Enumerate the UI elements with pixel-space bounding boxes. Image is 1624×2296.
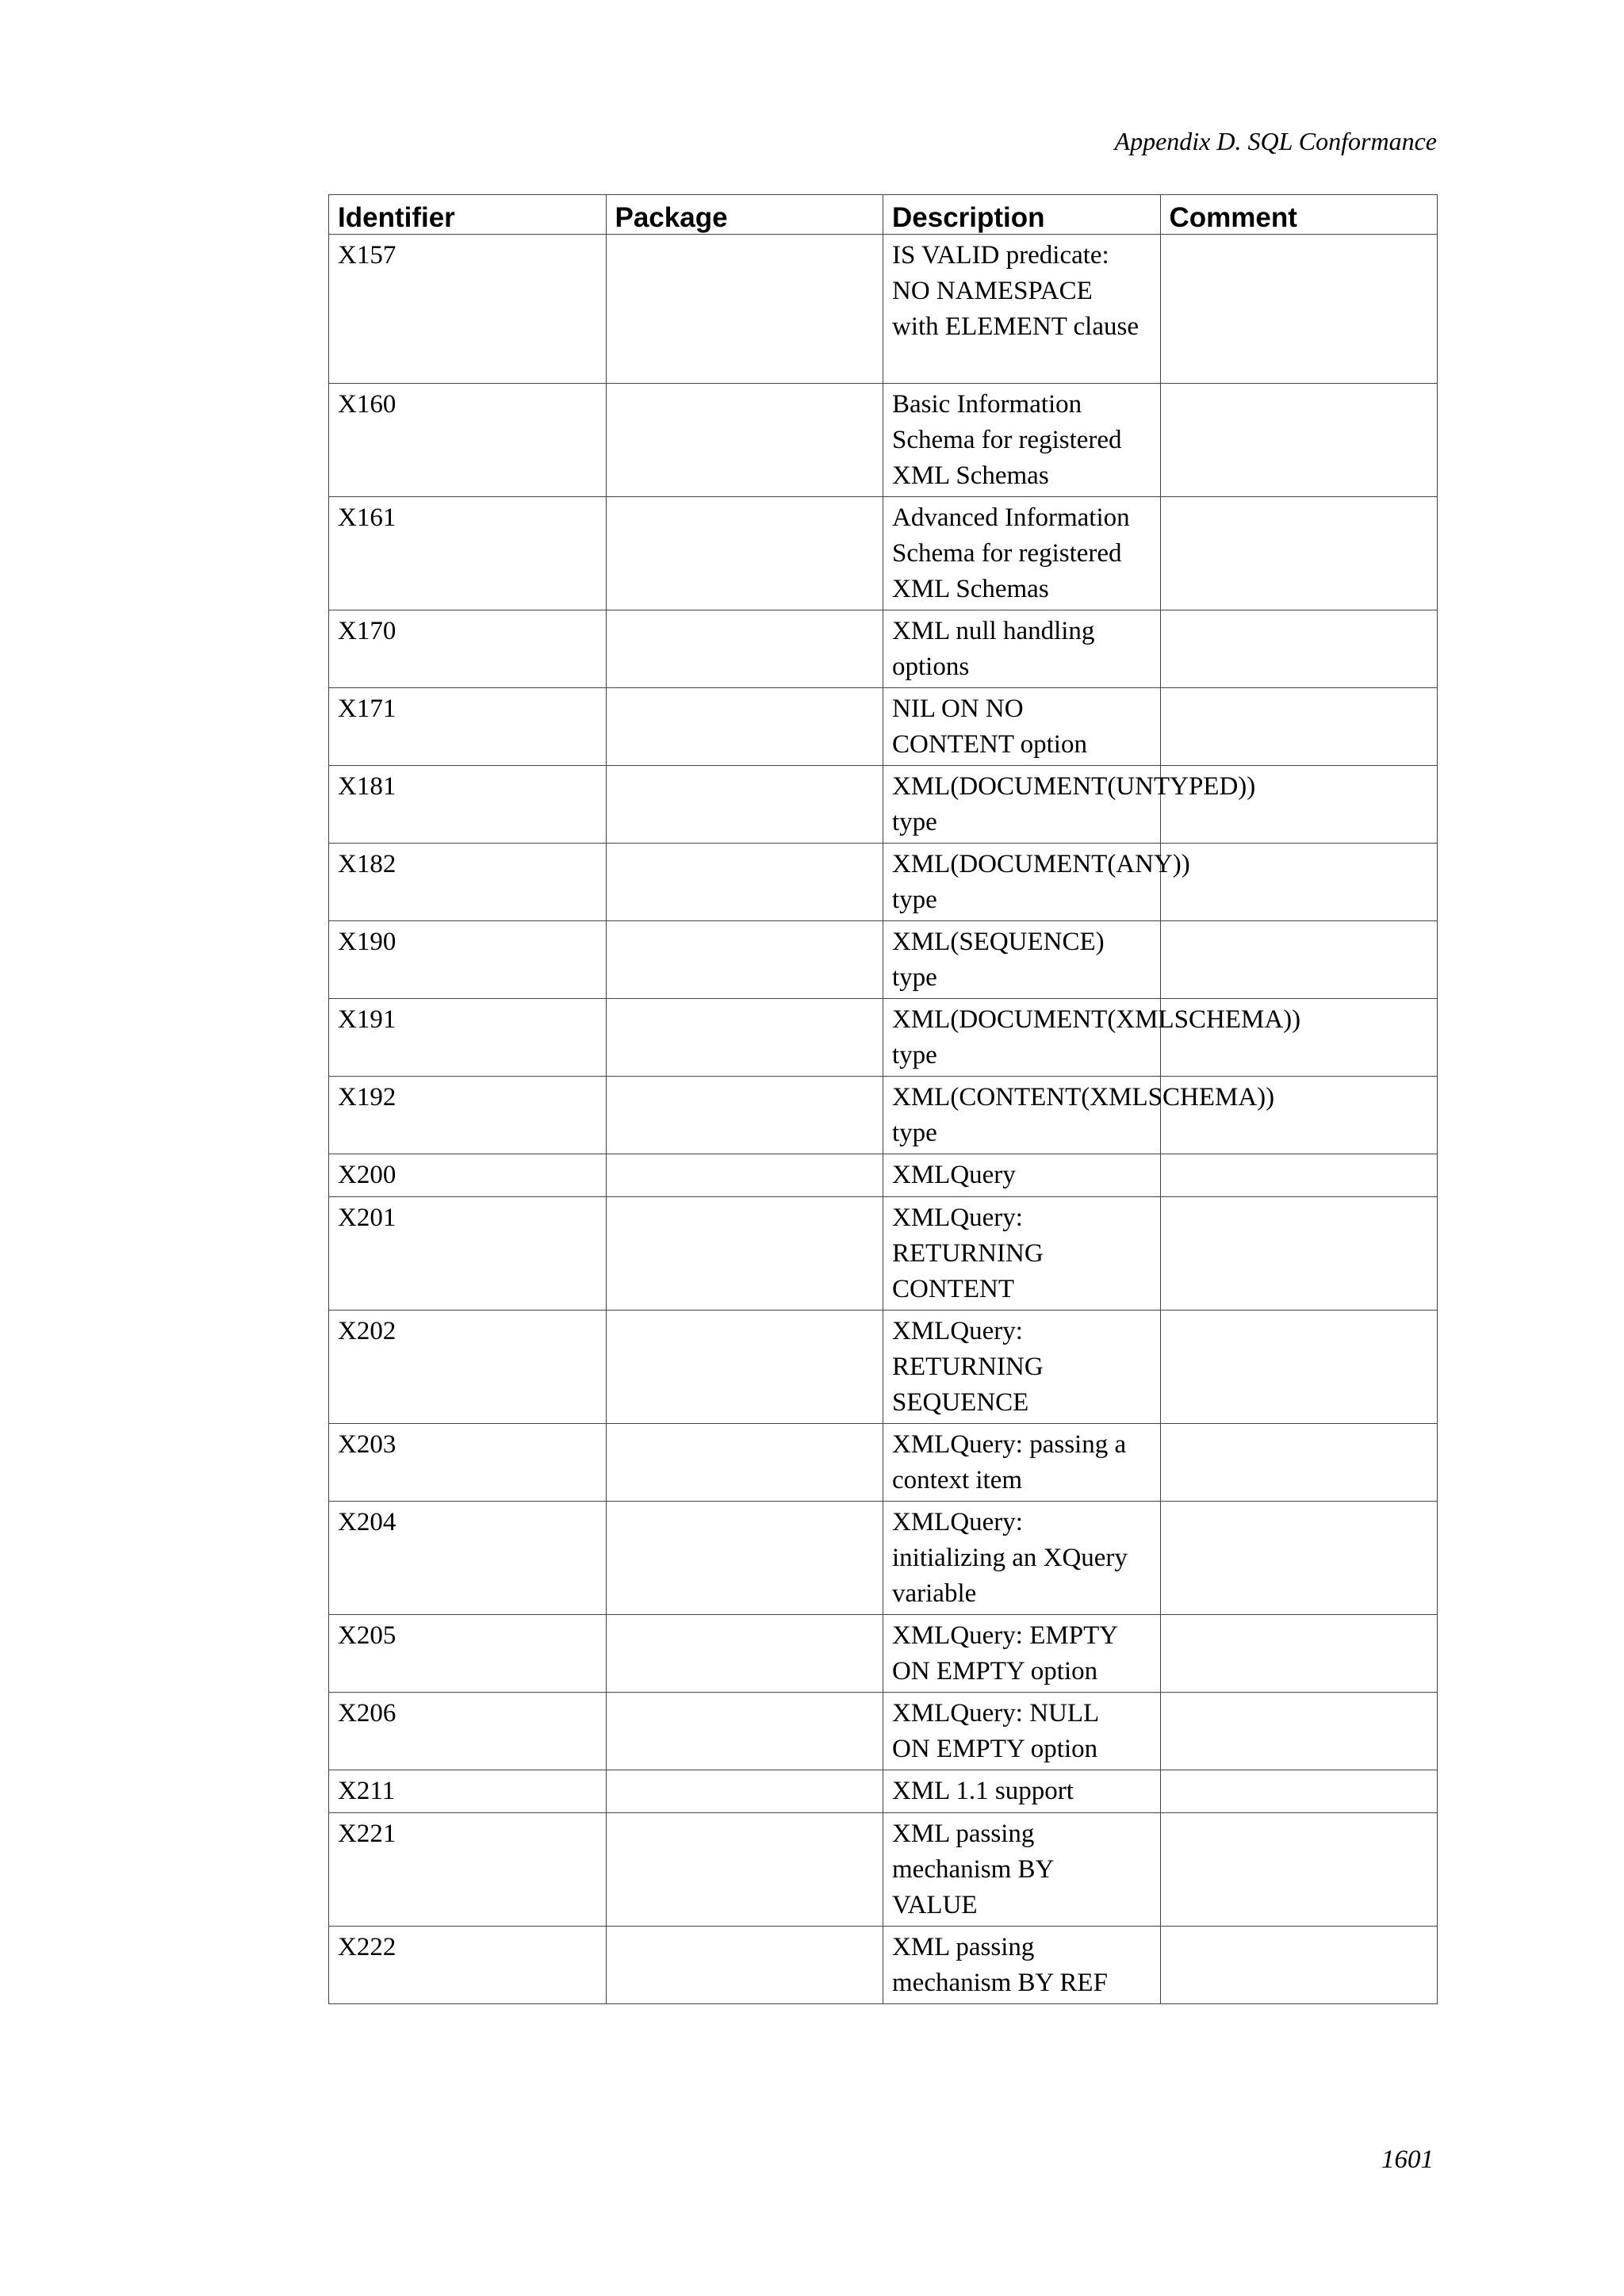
table-row	[329, 844, 1438, 921]
description-line: Basic Information	[892, 390, 1082, 419]
cell-package	[606, 1197, 883, 1311]
description-line: RETURNING	[892, 1239, 1044, 1268]
description-line: mechanism BY REF	[892, 1969, 1108, 1997]
description-line: XML(CONTENT(XMLSCHEMA))	[892, 1083, 1275, 1112]
cell-comment	[1160, 384, 1438, 497]
description-line: XML passing	[892, 1820, 1035, 1848]
description-line: XMLQuery:	[892, 1317, 1023, 1345]
cell-identifier	[329, 497, 607, 610]
description-line: XML Schemas	[892, 575, 1049, 603]
cell-comment	[1160, 1424, 1438, 1502]
cell-package	[606, 1615, 883, 1693]
description-line: Advanced Information	[892, 503, 1130, 532]
column-header-identifier: Identifier	[329, 195, 607, 235]
cell-description	[883, 844, 1190, 921]
cell-description	[883, 1615, 1161, 1693]
table-row	[329, 1693, 1438, 1770]
table-row	[329, 1502, 1438, 1615]
cell-identifier	[329, 1077, 607, 1154]
identifier-text: X192	[338, 1083, 396, 1112]
running-header: Appendix D. SQL Conformance	[1114, 127, 1437, 155]
identifier-text: X202	[338, 1317, 396, 1345]
description-line: XML(DOCUMENT(UNTYPED))	[892, 772, 1256, 801]
cell-description	[883, 1770, 1161, 1813]
table-row	[329, 921, 1438, 999]
cell-identifier	[329, 1197, 607, 1311]
description-line: VALUE	[892, 1891, 978, 1919]
table-row	[329, 766, 1438, 844]
description-line: XML(DOCUMENT(XMLSCHEMA))	[892, 1005, 1301, 1034]
cell-identifier	[329, 1813, 607, 1927]
cell-identifier	[329, 688, 607, 766]
identifier-text: X204	[338, 1508, 396, 1536]
description-line: XMLQuery	[892, 1161, 1016, 1189]
description-line: mechanism BY	[892, 1855, 1055, 1884]
description-line: XMLQuery:	[892, 1203, 1023, 1232]
page-number: 1601	[1381, 2145, 1434, 2174]
description-line: CONTENT option	[892, 730, 1087, 759]
cell-package	[606, 1077, 883, 1154]
cell-package	[606, 1813, 883, 1927]
cell-package	[606, 921, 883, 999]
cell-package	[606, 1693, 883, 1770]
identifier-text: X211	[338, 1777, 396, 1805]
description-line: XML(DOCUMENT(ANY))	[892, 850, 1190, 878]
identifier-text: X170	[338, 617, 396, 645]
table-row	[329, 688, 1438, 766]
identifier-text: X191	[338, 1005, 396, 1034]
identifier-text: X161	[338, 503, 396, 532]
description-line: context item	[892, 1466, 1023, 1494]
table-row	[329, 235, 1438, 384]
description-line: XML 1.1 support	[892, 1777, 1074, 1805]
cell-comment	[1160, 497, 1438, 610]
column-header-description: Description	[883, 195, 1161, 235]
identifier-text: X221	[338, 1820, 396, 1848]
identifier-text: X171	[338, 695, 396, 723]
cell-description	[883, 384, 1161, 497]
description-line: Schema for registered	[892, 426, 1122, 454]
table-row	[329, 999, 1438, 1077]
table-row	[329, 1813, 1438, 1927]
identifier-text: X190	[338, 928, 396, 956]
cell-description	[883, 921, 1161, 999]
description-line: XML Schemas	[892, 461, 1049, 490]
description-line: type	[892, 886, 937, 914]
description-line: NO NAMESPACE	[892, 277, 1093, 305]
description-line: initializing an XQuery	[892, 1544, 1128, 1572]
cell-comment	[1160, 1197, 1438, 1311]
description-line: XMLQuery: EMPTY	[892, 1621, 1119, 1650]
cell-identifier	[329, 1615, 607, 1693]
table-row	[329, 1927, 1438, 2004]
description-line: NIL ON NO	[892, 695, 1024, 723]
description-line: type	[892, 808, 937, 836]
cell-comment	[1160, 1615, 1438, 1693]
description-line: variable	[892, 1579, 977, 1608]
cell-identifier	[329, 844, 607, 921]
description-line: type	[892, 1041, 937, 1070]
cell-description	[883, 1424, 1161, 1502]
description-line: CONTENT	[892, 1275, 1014, 1303]
cell-identifier	[329, 1770, 607, 1813]
cell-comment	[1160, 688, 1438, 766]
identifier-text: X222	[338, 1933, 396, 1961]
cell-description	[883, 999, 1301, 1077]
cell-description	[883, 1154, 1161, 1197]
cell-description	[883, 235, 1161, 384]
cell-identifier	[329, 610, 607, 688]
description-line: XMLQuery:	[892, 1508, 1023, 1536]
table-header-row	[329, 195, 1438, 235]
description-line: XML null handling	[892, 617, 1095, 645]
table-row	[329, 1424, 1438, 1502]
cell-identifier	[329, 1424, 607, 1502]
cell-package	[606, 688, 883, 766]
description-line: ON EMPTY option	[892, 1657, 1098, 1686]
cell-identifier	[329, 1693, 607, 1770]
table-row	[329, 1197, 1438, 1311]
cell-comment	[1160, 1927, 1438, 2004]
cell-package	[606, 610, 883, 688]
cell-comment	[1160, 1813, 1438, 1927]
table-row	[329, 1077, 1438, 1154]
table-row	[329, 497, 1438, 610]
cell-identifier	[329, 921, 607, 999]
description-line: type	[892, 1119, 937, 1147]
description-line: type	[892, 963, 937, 992]
cell-description	[883, 766, 1256, 844]
cell-comment	[1160, 1311, 1438, 1424]
cell-package	[606, 1311, 883, 1424]
cell-package	[606, 497, 883, 610]
cell-description	[883, 1927, 1161, 2004]
cell-identifier	[329, 766, 607, 844]
cell-comment	[1160, 844, 1438, 921]
description-line: XMLQuery: passing a	[892, 1430, 1127, 1459]
table-row	[329, 610, 1438, 688]
description-line: options	[892, 652, 970, 681]
cell-identifier	[329, 384, 607, 497]
description-line: Schema for registered	[892, 539, 1122, 568]
table-row	[329, 1615, 1438, 1693]
sql-conformance-table	[328, 194, 1438, 2004]
cell-identifier	[329, 235, 607, 384]
identifier-text: X206	[338, 1699, 396, 1728]
cell-identifier	[329, 999, 607, 1077]
cell-description	[883, 1311, 1161, 1424]
identifier-text: X201	[338, 1203, 396, 1232]
table-body	[329, 235, 1438, 2004]
identifier-text: X160	[338, 390, 396, 419]
description-line: XMLQuery: NULL	[892, 1699, 1100, 1728]
cell-description	[883, 1502, 1161, 1615]
cell-description	[883, 497, 1161, 610]
cell-description	[883, 610, 1161, 688]
cell-comment	[1160, 1693, 1438, 1770]
cell-comment	[1160, 1154, 1438, 1197]
cell-description	[883, 688, 1161, 766]
description-line: SEQUENCE	[892, 1388, 1029, 1417]
cell-package	[606, 235, 883, 384]
cell-comment	[1160, 1502, 1438, 1615]
cell-package	[606, 1502, 883, 1615]
column-header-package: Package	[606, 195, 883, 235]
identifier-text: X157	[338, 241, 396, 270]
cell-package	[606, 766, 883, 844]
cell-comment	[1160, 610, 1438, 688]
description-line: ON EMPTY option	[892, 1735, 1098, 1763]
identifier-text: X181	[338, 772, 396, 801]
cell-identifier	[329, 1311, 607, 1424]
cell-description	[883, 1077, 1275, 1154]
cell-description	[883, 1813, 1161, 1927]
cell-description	[883, 1693, 1161, 1770]
description-line: XML(SEQUENCE)	[892, 928, 1105, 956]
cell-identifier	[329, 1154, 607, 1197]
cell-identifier	[329, 1502, 607, 1615]
table-row	[329, 1311, 1438, 1424]
description-line: with ELEMENT clause	[892, 312, 1139, 341]
cell-package	[606, 1927, 883, 2004]
cell-identifier	[329, 1927, 607, 2004]
description-line: IS VALID predicate:	[892, 241, 1109, 270]
cell-package	[606, 384, 883, 497]
cell-package	[606, 999, 883, 1077]
identifier-text: X182	[338, 850, 396, 878]
table-row	[329, 1770, 1438, 1813]
description-line: XML passing	[892, 1933, 1035, 1961]
cell-package	[606, 1154, 883, 1197]
table-row	[329, 384, 1438, 497]
cell-comment	[1160, 235, 1438, 384]
identifier-text: X205	[338, 1621, 396, 1650]
cell-package	[606, 844, 883, 921]
cell-package	[606, 1770, 883, 1813]
cell-comment	[1160, 921, 1438, 999]
cell-description	[883, 1197, 1161, 1311]
cell-package	[606, 1424, 883, 1502]
cell-comment	[1160, 1770, 1438, 1813]
description-line: RETURNING	[892, 1353, 1044, 1381]
identifier-text: X200	[338, 1161, 396, 1189]
table-row	[329, 1154, 1438, 1197]
identifier-text: X203	[338, 1430, 396, 1459]
column-header-comment: Comment	[1160, 195, 1438, 235]
